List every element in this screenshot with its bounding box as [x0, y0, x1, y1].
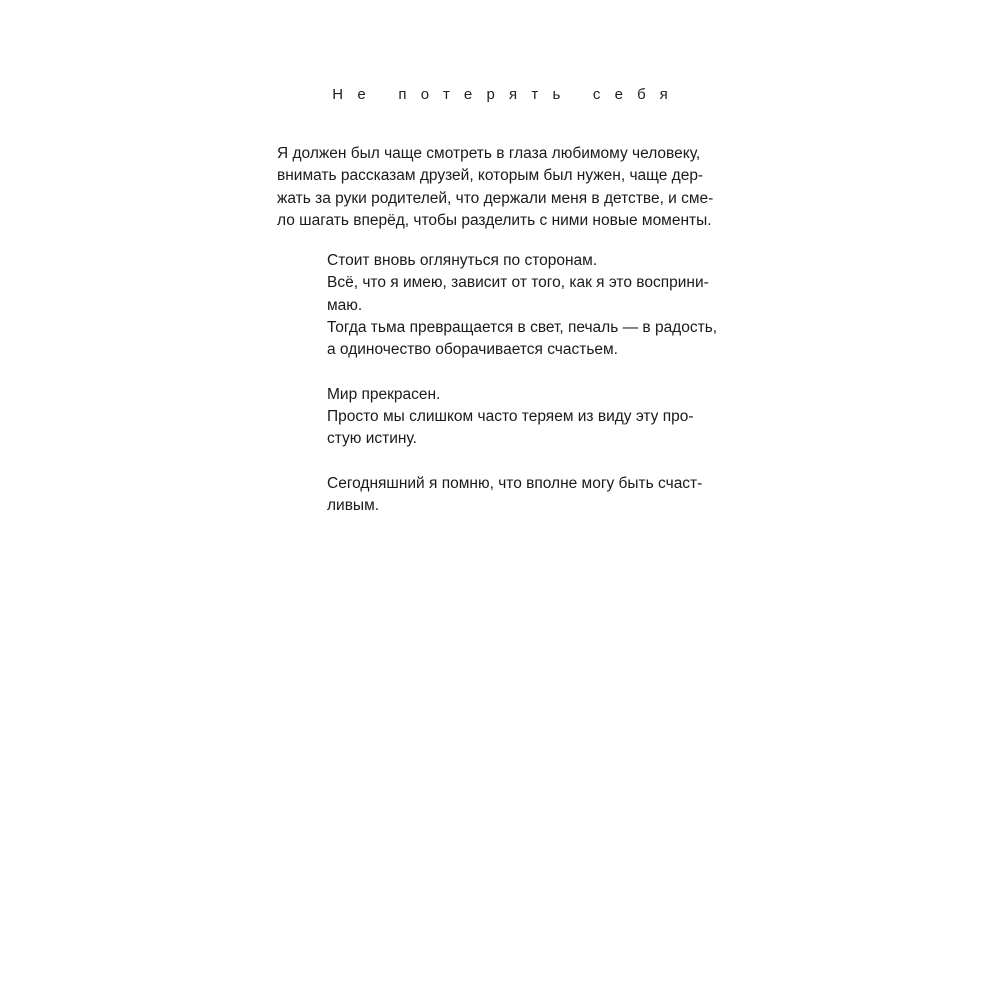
paragraph-line: жать за руки родителей, что держали меня в детстве, и сме- — [277, 189, 714, 207]
stanza-2 — [327, 384, 757, 451]
verse-line: а одиночество оборачивается счастьем. — [327, 341, 618, 359]
stanza-1 — [327, 250, 757, 361]
verse-line: Сегодняшний я помню, что вполне могу быть счаст- — [327, 474, 703, 492]
verse-line: Мир прекрасен. — [327, 385, 441, 403]
lead-paragraph — [277, 143, 757, 232]
verse-line: Всё, что я имею, зависит от того, как я это восприни- — [327, 274, 709, 292]
verse-line: стую истину. — [327, 430, 417, 448]
paragraph-line: внимать рассказам друзей, которым был нужен, чаще дер- — [277, 167, 704, 185]
running-header: Не потерять себя — [332, 86, 682, 103]
stanza-3 — [327, 473, 757, 518]
verse-line: Стоит вновь оглянуться по сторонам. — [327, 252, 598, 269]
verse-line: ливым. — [327, 497, 380, 515]
paragraph-line: Я должен был чаще смотреть в глаза любимому человеку, — [277, 145, 701, 162]
verse-block — [327, 250, 757, 540]
paragraph-line: ло шагать вперёд, чтобы разделить с ними новые моменты. — [277, 211, 712, 229]
verse-line: Тогда тьма превращается в свет, печаль — в радость, — [327, 318, 718, 336]
verse-line: Просто мы слишком часто теряем из виду эту про- — [327, 408, 694, 426]
verse-line: маю. — [327, 296, 363, 314]
